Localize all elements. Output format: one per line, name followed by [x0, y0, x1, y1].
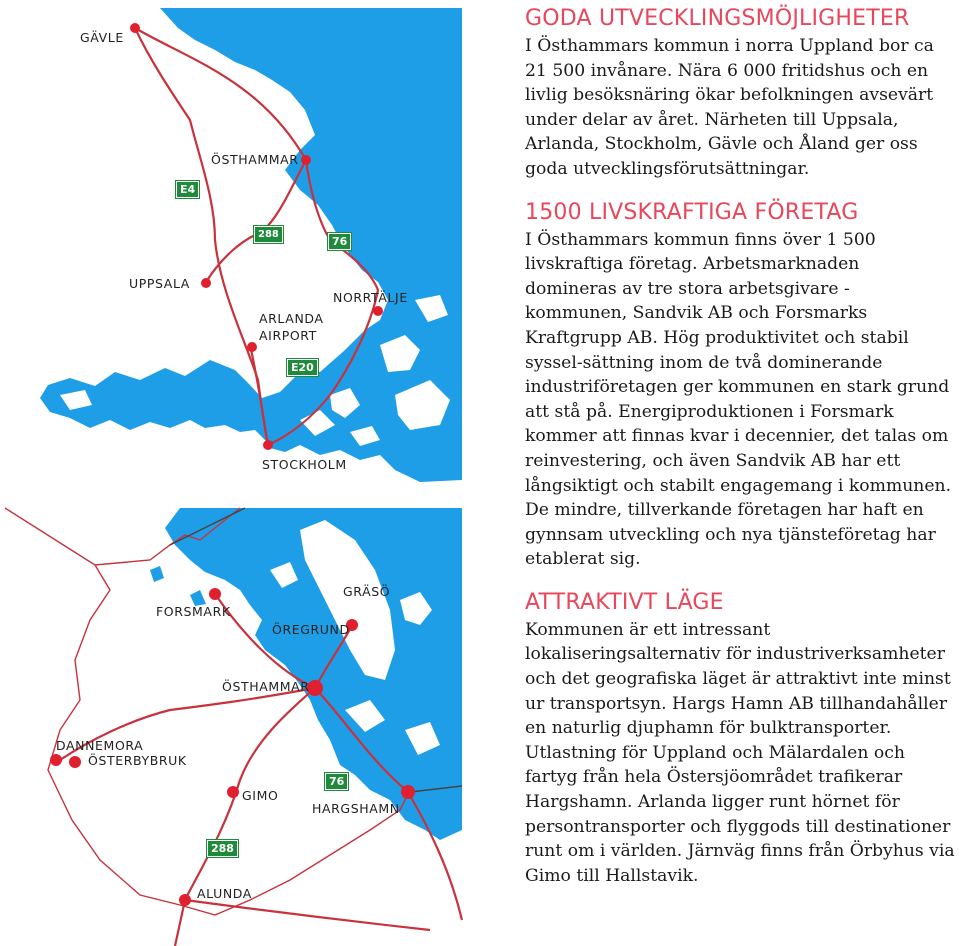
place-dannemora: DANNEMORA [56, 738, 144, 753]
road-sign-76: 76 [328, 233, 351, 250]
town-dot-forsmark [209, 588, 221, 600]
town-dot-stockholm [263, 440, 273, 450]
text-column [525, 6, 955, 906]
place-hargshamn: HARGSHAMN [312, 801, 400, 816]
town-dot-arlanda [247, 342, 257, 352]
section-heading: GODA UTVECKLINGSMÖJLIGHETER [525, 6, 910, 31]
place-osterbybruk: ÖSTERBYBRUK [88, 753, 187, 768]
road-alunda-east [185, 900, 430, 930]
place-osthammar: ÖSTHAMMAR [211, 152, 299, 167]
section-development [525, 6, 955, 182]
road-sign-e4: E4 [176, 181, 199, 198]
place-oregrund: ÖREGRUND [272, 622, 350, 637]
town-dot-osthammar [301, 155, 311, 165]
place-uppsala: UPPSALA [129, 276, 190, 291]
road-sign-e20: E20 [287, 359, 318, 376]
section-body: Kommunen är ett intressant lokaliseringsalternativ för industriverksamheter och det geografiska läget är attraktivt inte minst ur transportsyn. Hargs Hamn AB tillhandahåller en naturlig djuphamn för bulktransporter. Utlastning för Uppland och Mälardalen och fartyg från hela Östersjöområdet trafikerar Hargshamn. Arlanda ligger runt hörnet för persontransporter och flyggods till destinationer runt om i världen. Järnväg finns från Örbyhus via Gimo till Hallstavik. [525, 619, 955, 886]
town-dot-norrtalje [373, 306, 383, 316]
place-gimo: GIMO [242, 788, 279, 803]
town-dot-dannemora [50, 754, 62, 766]
town-dot-osterbybruk [69, 756, 81, 768]
section-heading: ATTRAKTIVT LÄGE [525, 589, 724, 615]
town-dot-alunda [179, 894, 191, 906]
place-gavle: GÄVLE [80, 30, 124, 45]
town-dot-uppsala [201, 278, 211, 288]
municipality-map [0, 500, 470, 946]
municipality-map-graphic [0, 500, 470, 946]
town-dot-hargshamn [401, 785, 415, 799]
road-sign-76: 76 [325, 773, 348, 790]
section-companies [525, 200, 955, 572]
regional-map [0, 0, 470, 490]
place-alunda: ALUNDA [197, 886, 252, 901]
road-sign-288: 288 [207, 840, 238, 857]
town-dot-gavle [130, 23, 140, 33]
road-sign-288: 288 [254, 226, 283, 243]
section-location [525, 590, 955, 889]
town-dot-gimo [227, 786, 239, 798]
section-body: I Östhammars kommun i norra Uppland bor ca 21 500 invånare. Nära 6 000 fritidshus och en livlig besöksnäring ökar befolkningen avsevärt under delar av året. Närheten till Uppsala, Arlanda, Stockholm, Gävle och Åland ger oss goda utvecklingsförutsättningar. [525, 36, 934, 179]
place-norrtalje: NORRTÄLJE [333, 290, 408, 305]
place-forsmark: FORSMARK [156, 604, 231, 619]
island [150, 566, 164, 582]
place-stockholm: STOCKHOLM [262, 457, 347, 472]
section-heading: 1500 LIVSKRAFTIGA FÖRETAG [525, 199, 859, 225]
road-288 [206, 160, 306, 282]
section-body: I Östhammars kommun finns över 1 500 livskraftiga företag. Arbetsmarknaden domineras av tre stora arbetsgivare - kommunen, Sandvik AB och Forsmarks Kraftgrupp AB. Hög produktivitet och stabil syssel-sättning inom de två dominerande industriföretagen ger kommunen en stark grund att stå på. Energiproduktionen i Forsmark kommer att finnas kvar i decennier, det talas om reinvestering, och även Sandvik AB har ett långsiktigt och stabilt engagemang i kommunen. De mindre, tillverkande företagen har haft en gynnsam utveckling och nya tjänsteföretag har etablerat sig. [525, 229, 952, 570]
place-graso: GRÄSÖ [343, 584, 391, 599]
place-osthammar: ÖSTHAMMAR [222, 679, 310, 694]
place-arlanda: ARLANDA AIRPORT [259, 311, 324, 343]
regional-map-graphic [0, 0, 470, 490]
